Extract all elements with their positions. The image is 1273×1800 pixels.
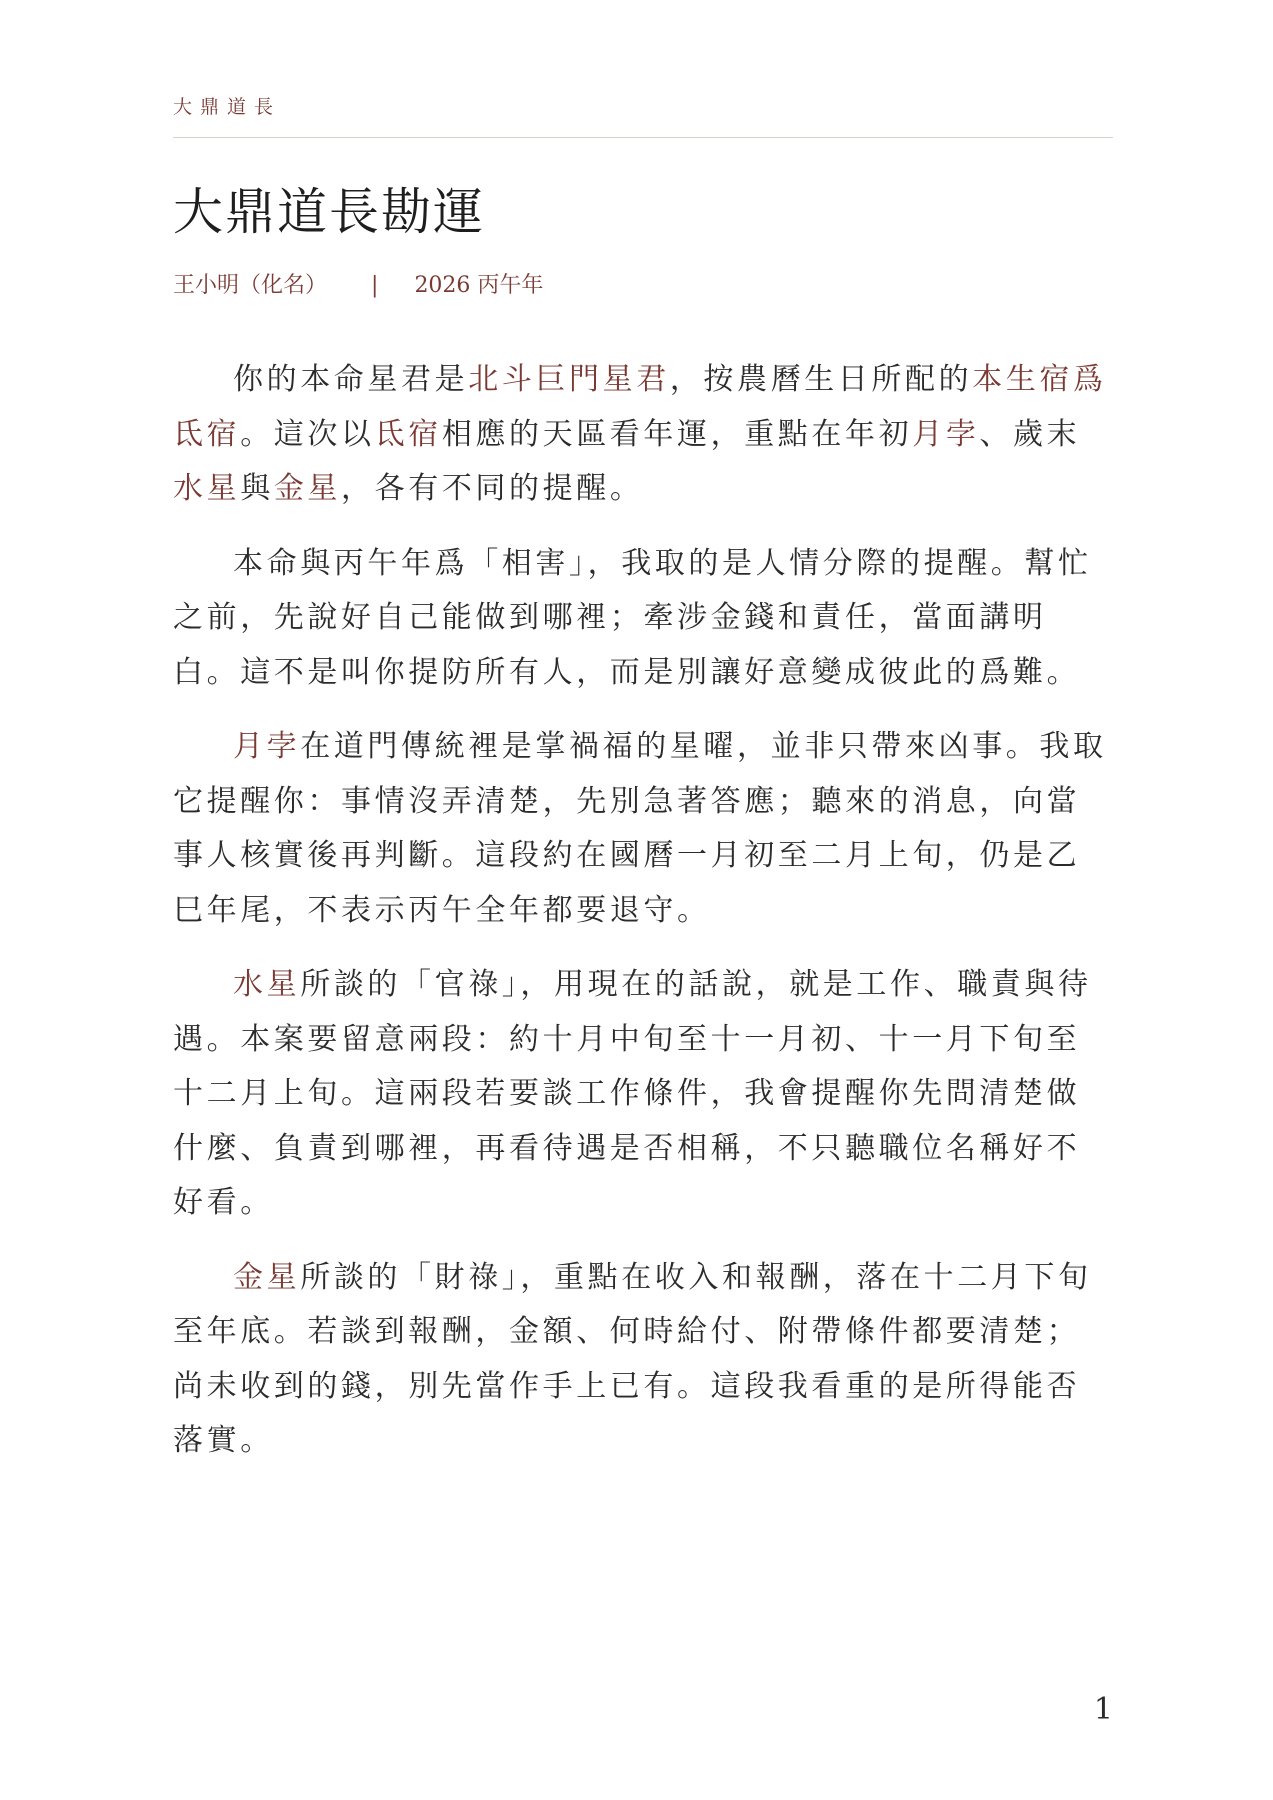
text-run: 與 xyxy=(240,471,274,506)
header-divider xyxy=(173,137,1113,138)
highlighted-term: 金星 xyxy=(273,471,342,506)
paragraph xyxy=(173,537,1113,701)
document-meta xyxy=(173,268,543,299)
page-number: 1 xyxy=(1093,1692,1113,1727)
document-body xyxy=(173,353,1113,1489)
text-run: 、歲末 xyxy=(979,416,1081,452)
highlighted-term: 氐宿 xyxy=(374,416,442,452)
highlighted-term: 月孛 xyxy=(912,416,980,452)
text-run: 所談的「官祿」，用現在的話說，就是工作、職責與待遇。本案要留意兩段：約十月中旬至十一月初、十一月下旬至十二月上旬。這兩段若要談工作條件，我會提醒你先問清楚做什麼、負責到哪裡，再看待遇是否相稱，不只聽職位名稱好不好看。 xyxy=(173,967,1092,1220)
highlighted-term: 本生宿爲氐宿 xyxy=(173,362,1107,452)
highlighted-term: 水星 xyxy=(233,967,301,1002)
reading-year: 2026 丙午年 xyxy=(414,273,544,298)
text-run: ，按農曆生日所配的 xyxy=(669,362,973,397)
text-run: 所談的「財祿」，重點在收入和報酬，落在十二月下旬至年底。若談到報酬，金額、何時給付、附帶條件都要清楚；尚未收到的錢，別先當作手上已有。這段我看重的是所得能否落實。 xyxy=(173,1259,1092,1458)
highlighted-term: 水星 xyxy=(173,471,241,506)
paragraph xyxy=(173,353,1113,517)
text-run: 你的本命星君是 xyxy=(233,362,469,397)
text-run: 在道門傳統裡是掌禍福的星曜，並非只帶來凶事。我取它提醒你：事情沒弄清楚，先別急著答應；聽來的消息，向當事人核實後再判斷。這段約在國曆一月初至二月上旬，仍是乙巳年尾，不表示丙午全年都要退守。 xyxy=(173,729,1107,928)
paragraph xyxy=(173,958,1113,1231)
text-run: 相應的天區看年運，重點在年初 xyxy=(441,416,913,452)
paragraph xyxy=(173,720,1113,938)
highlighted-term: 金星 xyxy=(233,1259,301,1295)
meta-separator: | xyxy=(371,273,379,298)
client-name: 王小明（化名） xyxy=(173,273,328,298)
paragraph xyxy=(173,1251,1113,1469)
text-run: ，各有不同的提醒。 xyxy=(341,471,644,506)
text-run: 本命與丙午年爲「相害」，我取的是人情分際的提醒。幫忙之前，先說好自己能做到哪裡；牽涉金錢和責任，當面講明白。這不是叫你提防所有人，而是別讓好意變成彼此的爲難。 xyxy=(173,545,1092,690)
highlighted-term: 北斗巨門星君 xyxy=(468,362,670,397)
document-page xyxy=(173,0,1113,1800)
text-run: 。這次以 xyxy=(240,416,375,452)
document-title: 大鼎道長勘運 xyxy=(173,183,485,241)
highlighted-term: 月孛 xyxy=(233,729,301,764)
running-header: 大鼎道長 xyxy=(173,96,282,118)
